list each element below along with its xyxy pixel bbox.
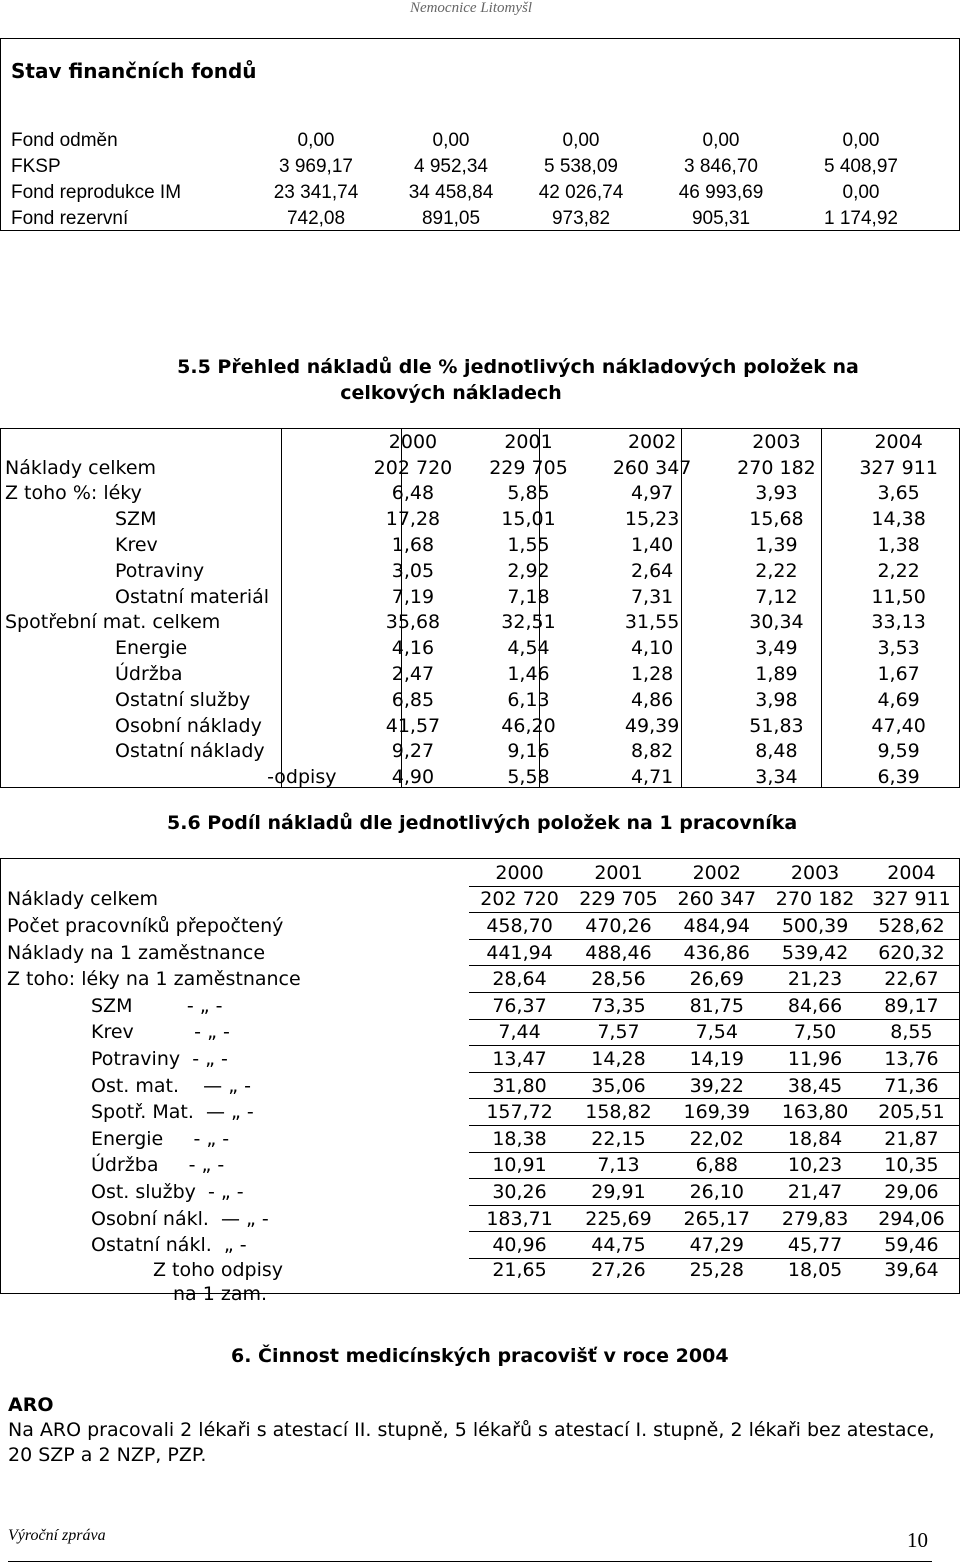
value-cell: 441,94 — [469, 939, 569, 966]
value-cell: 620,32 — [864, 939, 959, 966]
row-label: Ostatní náklady — [115, 740, 265, 763]
value-cell: 8,82 — [630, 740, 674, 763]
value-cell: 163,80 — [766, 1099, 864, 1126]
value-cell: 270 182 — [766, 886, 864, 913]
value-cell: 1,89 — [755, 663, 798, 686]
year-header: 2004 — [864, 860, 959, 886]
table-row — [7, 1258, 959, 1310]
section-5-5-title-line2: celkových nákladech — [340, 382, 562, 404]
value-cell: 32,51 — [501, 611, 556, 634]
value-cell: 10,23 — [766, 1152, 864, 1179]
value-cell: 14,38 — [871, 508, 926, 531]
header-spacer — [5, 429, 358, 455]
value-cell: 10,35 — [864, 1152, 959, 1179]
table-row — [7, 1019, 959, 1046]
value-cell: 21,47 — [766, 1179, 864, 1206]
table-row — [5, 558, 959, 584]
cost-per-worker-box — [0, 858, 960, 1306]
value-cell: 458,70 — [469, 913, 569, 940]
row-label: Náklady celkem — [7, 888, 159, 911]
row-label: SZM — [115, 508, 157, 531]
value-cell: 8,55 — [864, 1019, 959, 1046]
value-cell: 4,54 — [507, 637, 550, 660]
row-label: Údržba - „ - — [91, 1154, 225, 1177]
year-header: 2000 — [469, 860, 569, 886]
value-cell: 7,19 — [391, 585, 435, 608]
row-label: Osobní nákl. — „ - — [91, 1207, 269, 1230]
value-cell: 1,40 — [630, 534, 674, 557]
value-cell: 3,93 — [755, 482, 798, 505]
value-cell: 500,39 — [766, 913, 864, 940]
row-label: FKSP — [11, 156, 61, 177]
value-cell: 1 174,92 — [824, 208, 898, 229]
year-header: 2001 — [570, 860, 668, 886]
table-row — [7, 939, 959, 966]
fund-status-box — [0, 38, 960, 231]
value-cell: 3,34 — [755, 766, 798, 789]
value-cell: 528,62 — [864, 913, 959, 940]
value-cell: 4,86 — [630, 688, 674, 711]
value-cell: 26,10 — [667, 1179, 766, 1206]
row-label: Ostatní nákl. „ - — [91, 1234, 247, 1257]
value-cell: 44,75 — [570, 1232, 668, 1259]
value-cell: 47,40 — [871, 714, 926, 737]
value-cell: 4,16 — [391, 637, 435, 660]
value-cell: 1,55 — [507, 534, 550, 557]
value-cell: 229 705 — [570, 886, 668, 913]
year-header: 2002 — [627, 430, 677, 453]
table-row — [5, 635, 959, 661]
value-cell: 13,76 — [864, 1046, 959, 1073]
table-row — [5, 610, 959, 636]
value-cell: 6,85 — [391, 688, 435, 711]
value-cell: 891,05 — [421, 208, 481, 229]
cost-share-box — [0, 428, 960, 788]
running-header: Nemocnice Litomyšl — [409, 0, 532, 16]
table-row — [7, 966, 959, 993]
table-row — [7, 913, 959, 940]
value-cell: 169,39 — [667, 1099, 766, 1126]
value-cell: 0,00 — [562, 130, 600, 151]
value-cell: 3,53 — [877, 637, 920, 660]
value-cell: 38,45 — [766, 1072, 864, 1099]
table-header-row — [5, 429, 959, 455]
value-cell: 39,22 — [667, 1072, 766, 1099]
row-label — [7, 1258, 469, 1310]
year-header: 2004 — [874, 430, 923, 453]
value-cell: 0,00 — [702, 130, 740, 151]
value-cell: 3,49 — [755, 637, 798, 660]
table-row — [5, 764, 959, 790]
value-cell: 59,46 — [864, 1232, 959, 1259]
footer-left: Výroční zpráva — [8, 1527, 106, 1544]
value-cell: 2,47 — [391, 663, 435, 686]
value-cell: 21,23 — [766, 966, 864, 993]
table-row — [7, 992, 959, 1019]
value-cell: 14,28 — [570, 1046, 668, 1073]
year-header: 2003 — [766, 860, 864, 886]
value-cell: 42 026,74 — [538, 182, 624, 203]
value-cell: 5,85 — [507, 482, 550, 505]
value-cell: 3 846,70 — [684, 156, 758, 177]
value-cell: 4,71 — [630, 766, 674, 789]
table-row — [5, 506, 959, 532]
table-row — [5, 739, 959, 765]
row-label: Krev - „ - — [91, 1021, 230, 1044]
value-cell: 73,35 — [570, 992, 668, 1019]
value-cell: 6,39 — [877, 766, 920, 789]
value-cell: 202 720 — [373, 456, 453, 479]
value-cell: 30,26 — [469, 1179, 569, 1206]
value-cell: 3,65 — [877, 482, 920, 505]
value-cell: 71,36 — [864, 1072, 959, 1099]
row-label: Fond reprodukce IM — [11, 182, 182, 203]
row-label: Potraviny — [115, 559, 205, 582]
value-cell: 28,56 — [570, 966, 668, 993]
value-cell: 76,37 — [469, 992, 569, 1019]
value-cell: 45,77 — [766, 1232, 864, 1259]
section-6-title: 6. Činnost medicínských pracovišť v roce 2004 — [231, 1345, 729, 1367]
row-label: Ost. služby - „ - — [91, 1180, 244, 1203]
value-cell: 4,10 — [630, 637, 674, 660]
value-cell: 0,00 — [842, 182, 880, 203]
value-cell: 9,59 — [877, 740, 920, 763]
value-cell: 3,05 — [391, 559, 435, 582]
value-cell: 7,13 — [570, 1152, 668, 1179]
value-cell: 327 911 — [864, 886, 959, 913]
value-cell: 0,00 — [432, 130, 470, 151]
value-cell: 157,72 — [469, 1099, 569, 1126]
value-cell: 35,68 — [385, 611, 441, 634]
value-cell: 265,17 — [667, 1205, 766, 1232]
value-cell: 260 347 — [612, 456, 692, 479]
aro-heading: ARO — [8, 1394, 54, 1416]
value-cell: 229 705 — [489, 456, 568, 479]
year-header: 2000 — [388, 430, 438, 453]
cost-share-table — [5, 429, 959, 790]
section-5-5-title — [0, 354, 960, 406]
value-cell: 7,12 — [755, 585, 798, 608]
table-row — [5, 481, 959, 507]
row-label-line2: na 1 zam. — [173, 1283, 268, 1306]
row-label: Ostatní materiál — [115, 585, 270, 608]
row-label: Náklady celkem — [5, 456, 157, 479]
row-label: Z toho %: léky — [5, 482, 142, 505]
value-cell: 5 538,09 — [544, 156, 618, 177]
value-cell: 31,55 — [624, 611, 680, 634]
row-label: Fond odměn — [11, 130, 118, 151]
section-5-5-title-line1: 5.5 Přehled nákladů dle % jednotlivých nákladových položek na — [177, 356, 859, 378]
fund-status-title: Stav finančních fondů — [11, 59, 257, 83]
value-cell: 1,68 — [391, 534, 435, 557]
value-cell: 7,54 — [667, 1019, 766, 1046]
value-cell: 7,50 — [766, 1019, 864, 1046]
value-cell: 22,02 — [667, 1125, 766, 1152]
value-cell: 11,96 — [766, 1046, 864, 1073]
row-label: Údržba — [115, 663, 183, 686]
cost-per-worker-table — [7, 860, 959, 1310]
table-row — [7, 1179, 959, 1206]
value-cell: 33,13 — [871, 611, 926, 634]
value-cell: 7,18 — [507, 585, 550, 608]
value-cell: 18,05 — [787, 1258, 843, 1281]
value-cell: 41,57 — [385, 714, 441, 737]
value-cell: 5,58 — [507, 766, 550, 789]
table-row — [11, 206, 931, 232]
year-header: 2001 — [504, 430, 553, 453]
value-cell: 1,39 — [755, 534, 798, 557]
row-label: Osobní náklady — [115, 714, 262, 737]
table-row — [11, 154, 931, 180]
fund-status-table — [11, 128, 931, 232]
table-row — [5, 584, 959, 610]
table-row — [7, 1232, 959, 1259]
value-cell: 30,34 — [749, 611, 804, 634]
value-cell: 17,28 — [385, 508, 441, 531]
table-row — [5, 532, 959, 558]
value-cell: 4 952,34 — [414, 156, 488, 177]
value-cell: 15,68 — [749, 508, 804, 531]
value-cell: 9,16 — [507, 740, 550, 763]
row-label: Spotř. Mat. — „ - — [91, 1101, 254, 1124]
value-cell: 84,66 — [766, 992, 864, 1019]
value-cell: 5 408,97 — [824, 156, 898, 177]
year-header: 2002 — [667, 860, 766, 886]
table-row — [5, 455, 959, 481]
value-cell: 279,83 — [766, 1205, 864, 1232]
table-row — [7, 1152, 959, 1179]
value-cell: 1,28 — [630, 663, 674, 686]
value-cell: 47,29 — [667, 1232, 766, 1259]
value-cell: 1,67 — [877, 663, 920, 686]
value-cell: 15,23 — [624, 508, 680, 531]
value-cell: 18,84 — [766, 1125, 864, 1152]
table-row — [7, 1125, 959, 1152]
row-label: Náklady na 1 zaměstnance — [7, 941, 266, 964]
value-cell: 29,06 — [864, 1179, 959, 1206]
value-cell: 484,94 — [667, 913, 766, 940]
table-row — [7, 886, 959, 913]
value-cell: 260 347 — [667, 886, 766, 913]
table-row — [7, 1205, 959, 1232]
value-cell: 14,19 — [667, 1046, 766, 1073]
row-label: SZM - „ - — [91, 994, 223, 1017]
value-cell: 488,46 — [570, 939, 668, 966]
table-row — [7, 1072, 959, 1099]
value-cell: 18,38 — [469, 1125, 569, 1152]
row-label-line1: Z toho odpisy — [153, 1259, 284, 1282]
row-label: Potraviny - „ - — [91, 1047, 228, 1070]
value-cell: 3,98 — [755, 688, 798, 711]
value-cell: 973,82 — [551, 208, 611, 229]
row-label: Z toho: léky na 1 zaměstnance — [7, 968, 301, 991]
value-cell: 25,28 — [689, 1258, 744, 1281]
value-cell: 22,67 — [864, 966, 959, 993]
table-row — [5, 661, 959, 687]
value-cell: 2,22 — [755, 559, 798, 582]
value-cell: 9,27 — [391, 740, 435, 763]
value-cell: 46,20 — [501, 714, 556, 737]
table-row — [11, 128, 931, 154]
value-cell: 22,15 — [570, 1125, 668, 1152]
header-spacer — [7, 860, 469, 886]
row-label: Energie — [115, 637, 188, 660]
value-cell: 40,96 — [469, 1232, 569, 1259]
year-header: 2003 — [752, 430, 801, 453]
row-label: Fond rezervní — [11, 208, 129, 229]
value-cell: 29,91 — [570, 1179, 668, 1206]
value-cell: 4,90 — [391, 766, 435, 789]
value-cell: 6,13 — [507, 688, 550, 711]
row-label: Ostatní služby — [115, 688, 251, 711]
value-cell: 21,87 — [864, 1125, 959, 1152]
value-cell: 7,31 — [630, 585, 674, 608]
value-cell: 205,51 — [864, 1099, 959, 1126]
table-row — [5, 713, 959, 739]
table-row — [7, 1099, 959, 1126]
value-cell: 6,88 — [667, 1152, 766, 1179]
value-cell: 81,75 — [667, 992, 766, 1019]
value-cell: 51,83 — [749, 714, 804, 737]
aro-text: Na ARO pracovali 2 lékaři s atestací II. stupně, 5 lékařů s atestací I. stupně, 2 lékaři bez atestace, 20 SZP a 2 NZP, PZP. — [8, 1419, 935, 1466]
value-cell: 4,97 — [630, 482, 674, 505]
row-label: Počet pracovníků přepočtený — [7, 914, 284, 937]
page-number: 10 — [907, 1528, 928, 1552]
value-cell: 3 969,17 — [279, 156, 353, 177]
section-5-6-title: 5.6 Podíl nákladů dle jednotlivých položek na 1 pracovníka — [167, 812, 798, 834]
value-cell: 225,69 — [570, 1205, 668, 1232]
value-cell: 27,26 — [591, 1258, 646, 1281]
value-cell: 270 182 — [737, 456, 816, 479]
value-cell: 1,38 — [877, 534, 920, 557]
row-label: -odpisy — [267, 766, 337, 789]
value-cell: 15,01 — [501, 508, 556, 531]
value-cell: 7,44 — [469, 1019, 569, 1046]
value-cell: 294,06 — [864, 1205, 959, 1232]
value-cell: 89,17 — [864, 992, 959, 1019]
value-cell: 23 341,74 — [273, 182, 359, 203]
row-label: Ost. mat. — „ - — [91, 1074, 251, 1097]
value-cell: 28,64 — [469, 966, 569, 993]
value-cell: 7,57 — [570, 1019, 668, 1046]
value-cell: 8,48 — [755, 740, 798, 763]
value-cell: 1,46 — [507, 663, 550, 686]
value-cell: 34 458,84 — [408, 182, 494, 203]
footer-rule — [8, 1561, 932, 1562]
value-cell: 11,50 — [871, 585, 926, 608]
value-cell: 158,82 — [570, 1099, 668, 1126]
value-cell: 10,91 — [469, 1152, 569, 1179]
row-label: Krev — [115, 534, 158, 557]
value-cell: 21,65 — [492, 1258, 547, 1281]
value-cell: 2,92 — [507, 559, 550, 582]
value-cell: 436,86 — [667, 939, 766, 966]
value-cell: 0,00 — [842, 130, 880, 151]
value-cell: 183,71 — [469, 1205, 569, 1232]
value-cell: 742,08 — [286, 208, 346, 229]
value-cell: 26,69 — [667, 966, 766, 993]
value-cell: 202 720 — [469, 886, 569, 913]
row-label: Energie - „ - — [91, 1127, 230, 1150]
value-cell: 13,47 — [469, 1046, 569, 1073]
value-cell: 39,64 — [884, 1258, 939, 1281]
value-cell: 905,31 — [691, 208, 751, 229]
value-cell: 4,69 — [877, 688, 920, 711]
value-cell: 35,06 — [570, 1072, 668, 1099]
row-label: Spotřební mat. celkem — [5, 611, 221, 634]
value-cell: 2,64 — [630, 559, 674, 582]
value-cell: 31,80 — [469, 1072, 569, 1099]
value-cell: 539,42 — [766, 939, 864, 966]
table-row — [11, 180, 931, 206]
value-cell: 49,39 — [624, 714, 680, 737]
value-cell: 0,00 — [297, 130, 335, 151]
value-cell: 2,22 — [877, 559, 920, 582]
table-header-row — [7, 860, 959, 886]
value-cell: 46 993,69 — [678, 182, 764, 203]
value-cell: 470,26 — [570, 913, 668, 940]
table-row — [7, 1046, 959, 1073]
value-cell: 6,48 — [391, 482, 435, 505]
value-cell: 327 911 — [859, 456, 938, 479]
table-row — [5, 687, 959, 713]
